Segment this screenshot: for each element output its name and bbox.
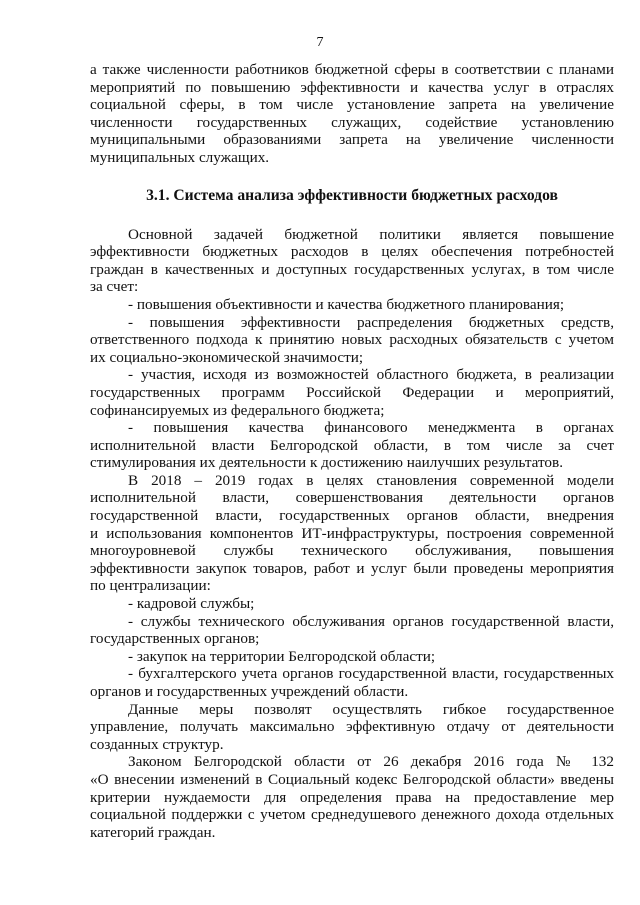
text-line: эффективности бюджетных расходов в целях обеспечения потребностей bbox=[90, 243, 614, 261]
text-line: муниципальными образованиями запрета на увеличение численности bbox=[90, 131, 614, 149]
list-item: - повышения объективности и качества бюджетного планирования; bbox=[128, 295, 565, 313]
text-line: созданных структур. bbox=[90, 735, 224, 753]
text-line: многоуровневой службы технического обслуживания, повышения bbox=[90, 542, 614, 560]
document-body bbox=[90, 61, 614, 841]
list-item: - участия, исходя из возможностей областного бюджета, в реализации bbox=[128, 366, 614, 384]
paragraph-budget-policy bbox=[90, 226, 614, 296]
page-number: 7 bbox=[316, 35, 324, 50]
list-item: - закупок на территории Белгородской области; bbox=[128, 647, 436, 665]
paragraph-measures-effect bbox=[90, 701, 614, 754]
text-line: численности государственных служащих, содействие установлению bbox=[90, 113, 614, 131]
text-line: управление, получать максимально эффективную отдачу от деятельности bbox=[90, 718, 614, 736]
text-line: Основной задачей бюджетной политики является повышение bbox=[128, 225, 614, 243]
text-line: В 2018 – 2019 годах в целях становления современной модели bbox=[128, 471, 614, 489]
text-line: по централизации: bbox=[90, 577, 211, 595]
text-line: софинансируемых из федерального бюджета; bbox=[90, 401, 385, 419]
text-line: исполнительной власти Белгородской области, в том числе за счет bbox=[90, 436, 614, 454]
text-line: социальной сферы, в том числе установление запрета на увеличение bbox=[90, 96, 614, 114]
text-line: государственных органов; bbox=[90, 630, 260, 648]
text-line: их социально-экономической значимости; bbox=[90, 348, 364, 366]
text-line: «О внесении изменений в Социальный кодекс Белгородской области» введены bbox=[90, 770, 614, 788]
text-line: и использования компонентов ИТ-инфраструктуры, построения современной bbox=[90, 524, 614, 542]
text-line: государственных программ Российской Федерации и мероприятий, bbox=[90, 383, 614, 401]
text-line: ответственного подхода к принятию новых расходных обязательств с учетом bbox=[90, 331, 614, 349]
paragraph-law bbox=[90, 753, 614, 841]
text-line: Законом Белгородской области от 26 декабря 2016 года № 132 bbox=[128, 753, 614, 771]
text-line: критерии нуждаемости для определения права на предоставление мер bbox=[90, 788, 614, 806]
paragraph-centralization bbox=[90, 472, 614, 595]
text-line: муниципальных служащих. bbox=[90, 148, 270, 166]
text-line: органов и государственных учреждений области. bbox=[90, 683, 409, 700]
text-line: мероприятий по повышению эффективности и качества услуг в отраслях bbox=[90, 78, 614, 96]
list-item: - кадровой службы; bbox=[128, 595, 255, 613]
bullet-list-measures bbox=[90, 296, 614, 472]
list-item: - повышения качества финансового менеджмента в органах bbox=[128, 419, 614, 437]
list-item: - повышения эффективности распределения бюджетных средств, bbox=[128, 313, 614, 331]
text-line: эффективности закупок товаров, работ и услуг были проведены мероприятия bbox=[90, 559, 614, 577]
intro-paragraph bbox=[90, 61, 614, 167]
list-item: - службы технического обслуживания органов государственной власти, bbox=[128, 612, 614, 630]
text-line: государственной власти, государственных органов области, внедрения bbox=[90, 507, 614, 525]
list-item: - бухгалтерского учета органов государственной власти, государственных bbox=[128, 665, 614, 683]
section-heading: 3.1. Система анализа эффективности бюджетных расходов bbox=[146, 186, 558, 204]
text-line: за счет: bbox=[90, 278, 139, 296]
text-line: социальной поддержки с учетом среднедушевого денежного дохода отдельных bbox=[90, 806, 614, 824]
text-line: граждан в качественных и доступных государственных услугах, в том числе bbox=[90, 260, 614, 278]
text-line: исполнительной власти, совершенствования деятельности органов bbox=[90, 489, 614, 507]
text-line: Данные меры позволят осуществлять гибкое государственное bbox=[128, 700, 614, 718]
text-line: категорий граждан. bbox=[90, 823, 216, 841]
text-line: стимулирования их деятельности к достижению наилучших результатов. bbox=[90, 454, 563, 472]
bullet-list-centralization bbox=[90, 595, 614, 701]
text-line: а также численности работников бюджетной сферы в соответствии с планами bbox=[90, 61, 614, 78]
